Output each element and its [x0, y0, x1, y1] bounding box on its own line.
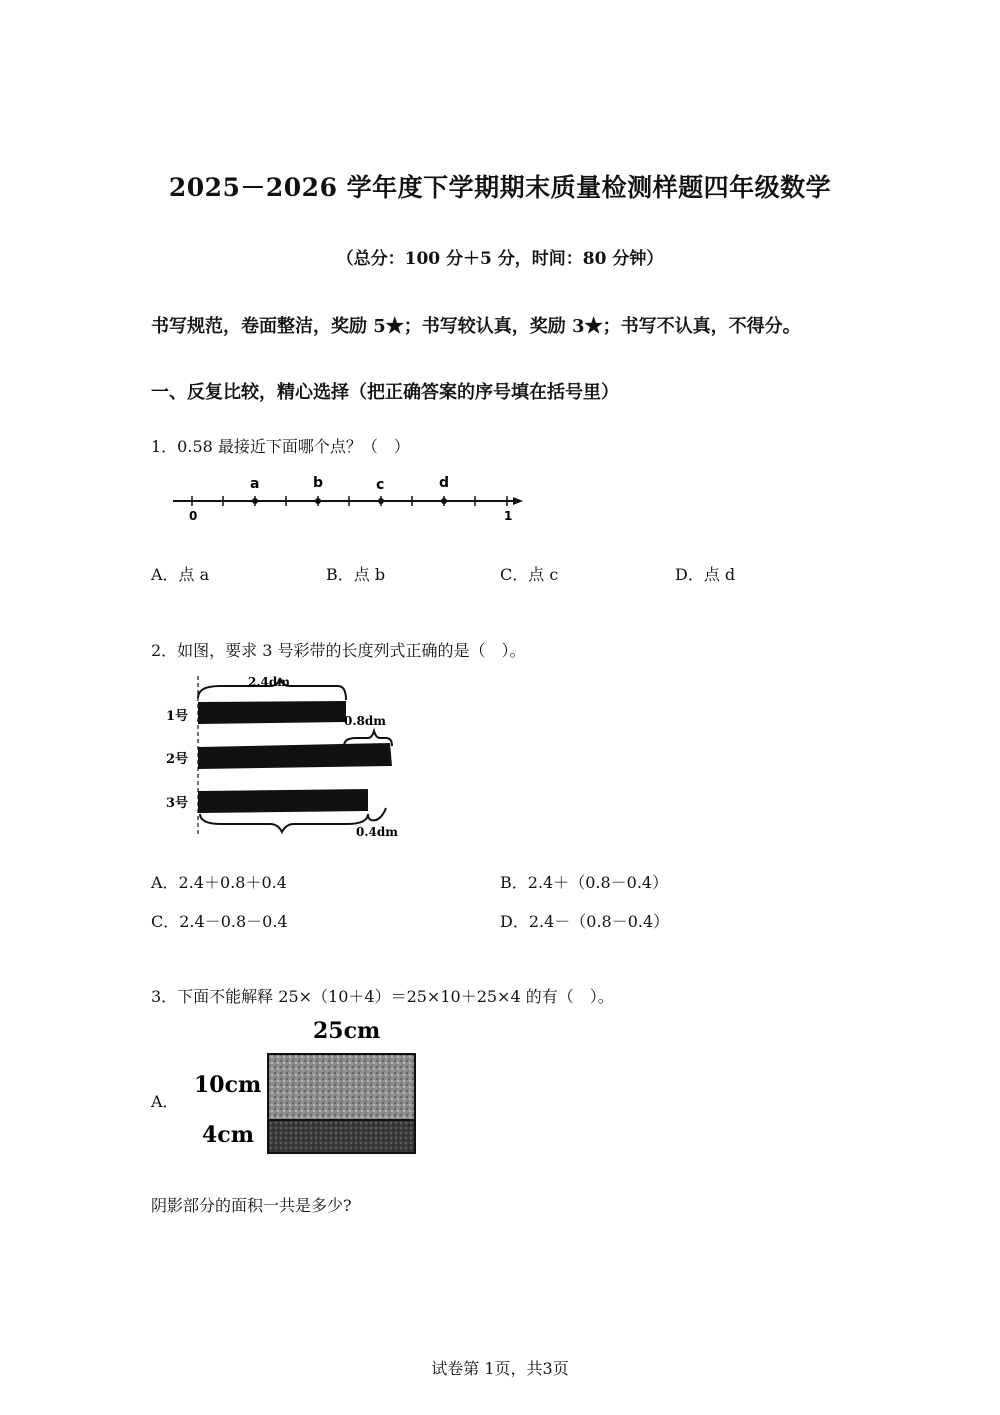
ribbon-3 — [198, 789, 368, 813]
point-c-label: c — [376, 477, 385, 493]
q2-option-d[interactable]: D．2.4－（0.8－0.4） — [500, 912, 670, 931]
bottom-measure-label: 0.4dm — [356, 825, 398, 839]
small-brace — [368, 808, 386, 820]
number-line-arrow — [513, 497, 523, 505]
mid-measure-label: 0.8dm — [344, 714, 386, 728]
bottom-brace — [200, 814, 368, 832]
q1-option-b[interactable]: B．点 b — [326, 565, 386, 584]
q2-option-c[interactable]: C．2.4－0.8－0.4 — [151, 912, 288, 931]
number-line-figure — [165, 468, 535, 528]
q1-option-a[interactable]: A．点 a — [151, 565, 210, 584]
point-c-dot — [378, 498, 384, 504]
ribbon-2-label: 2号 — [166, 752, 189, 767]
q3-option-a[interactable]: A． — [151, 1092, 179, 1111]
q1-option-c[interactable]: C．点 c — [500, 565, 559, 584]
page-title: 2025－2026 学年度下学期期末质量检测样题四年级数学 — [168, 173, 832, 202]
height1-label: 10cm — [194, 1072, 262, 1098]
question-3-text: 3．下面不能解释 25×（10＋4）＝25×10＋25×4 的有（ ）。 — [151, 987, 614, 1006]
top-measure-label: 2.4dm — [248, 675, 290, 689]
section-heading: 一、反复比较，精心选择（把正确答案的序号填在括号里） — [151, 382, 619, 403]
point-d-dot — [441, 498, 447, 504]
ribbon-1-label: 1号 — [166, 709, 189, 724]
q3-caption: 阴影部分的面积一共是多少? — [151, 1196, 352, 1215]
point-b-dot — [315, 498, 321, 504]
point-a-dot — [252, 498, 258, 504]
exam-info: （总分：100 分＋5 分，时间：80 分钟） — [336, 249, 664, 269]
page-footer: 试卷第 1页，共3页 — [431, 1359, 569, 1378]
ribbon-figure — [160, 668, 410, 843]
question-1-text: 1．0.58 最接近下面哪个点？（ ） — [151, 437, 410, 456]
ribbon-1 — [198, 701, 346, 724]
ribbon-3-label: 3号 — [166, 796, 189, 811]
handwriting-note: 书写规范，卷面整洁，奖励 5★；书写较认真，奖励 3★；书写不认真，不得分。 — [151, 316, 801, 337]
q1-option-d[interactable]: D．点 d — [675, 565, 736, 584]
rectangle-figure — [190, 1012, 430, 1162]
rect-part-4cm — [268, 1120, 415, 1153]
point-d-label: d — [439, 475, 450, 491]
number-line-end-label: 1 — [504, 509, 513, 523]
question-2-text: 2．如图，要求 3 号彩带的长度列式正确的是（ ）。 — [151, 641, 526, 660]
point-a-label: a — [250, 476, 260, 492]
q2-option-a[interactable]: A．2.4＋0.8＋0.4 — [151, 873, 287, 892]
ribbon-2 — [198, 743, 392, 769]
width-label: 25cm — [313, 1018, 381, 1044]
number-line-start-label: 0 — [189, 509, 198, 523]
height2-label: 4cm — [202, 1122, 254, 1148]
point-b-label: b — [313, 475, 324, 491]
rect-part-10cm — [268, 1054, 415, 1130]
q2-option-b[interactable]: B．2.4＋（0.8－0.4） — [500, 873, 669, 892]
